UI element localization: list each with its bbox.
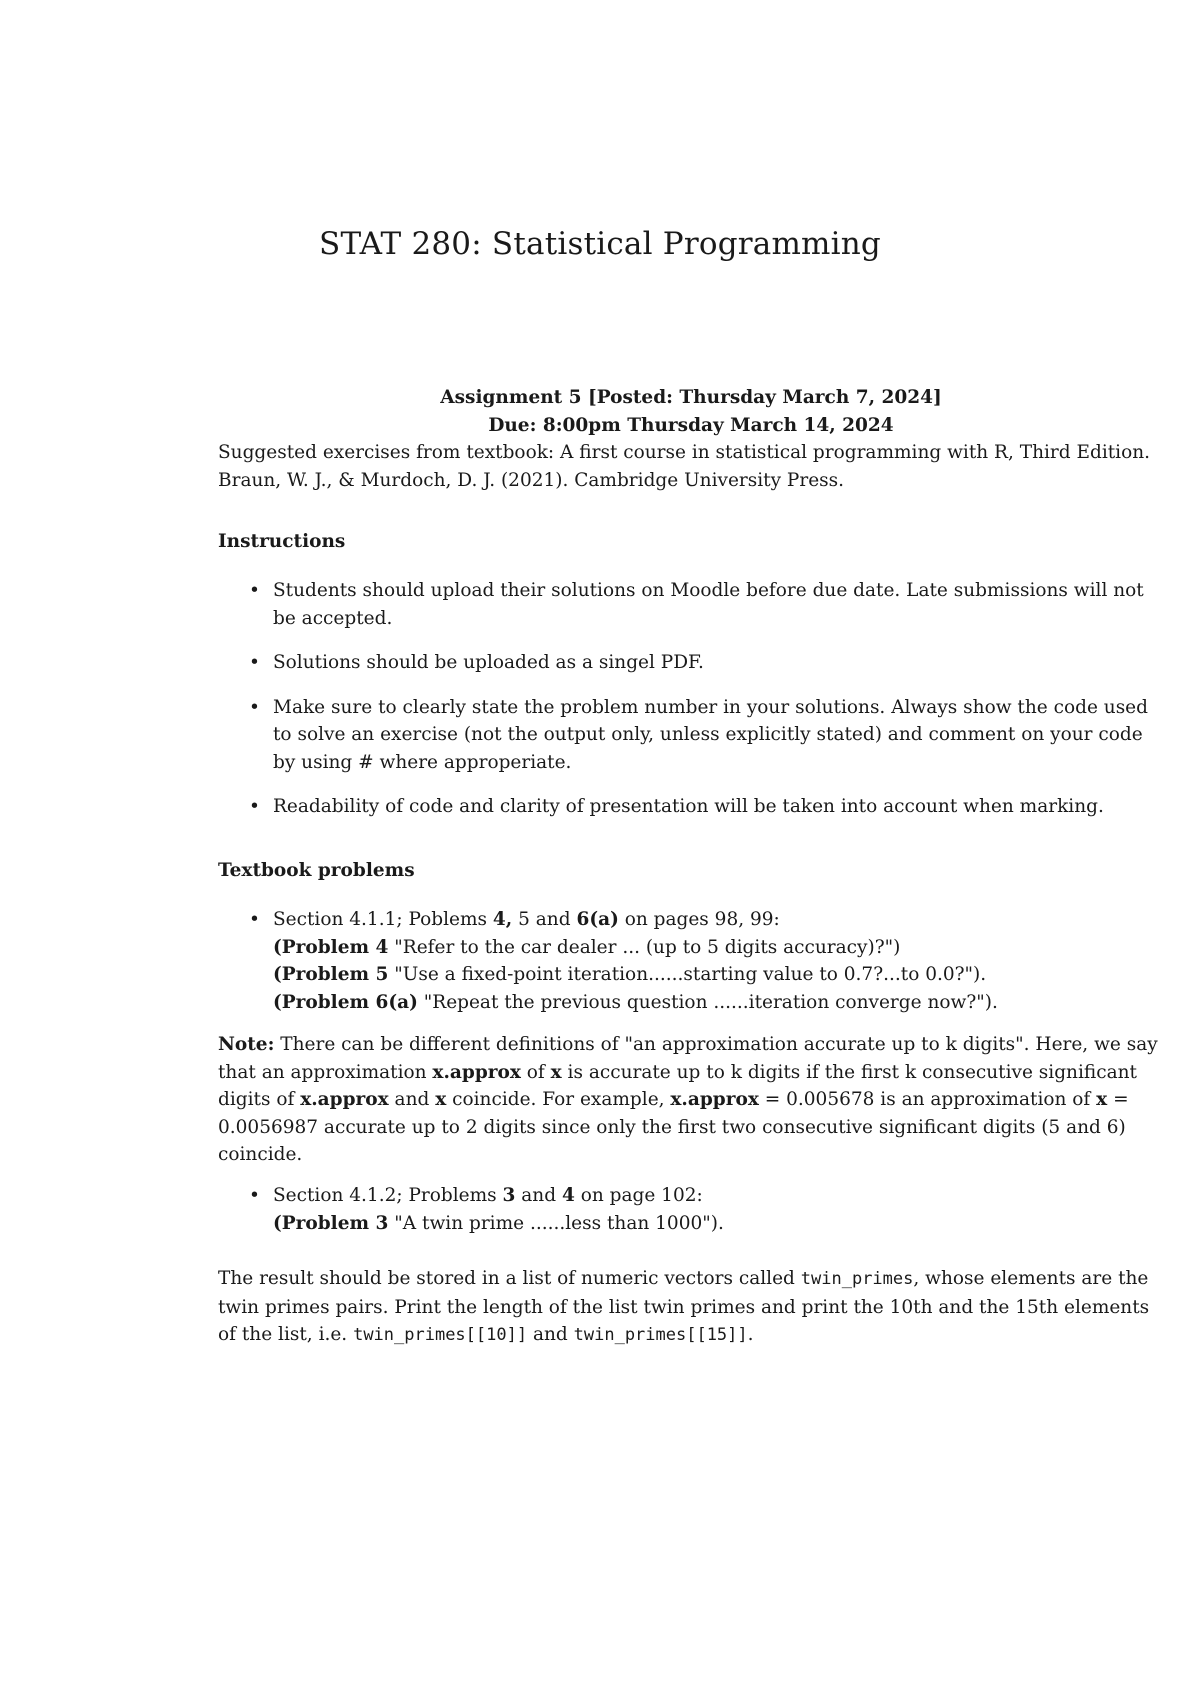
text-span: , whose elements are the twin primes pairs. Print the length of the list twin primes and print the 10th and the 15th elements of the list, i.e.: [218, 1268, 1150, 1345]
list-item: [218, 906, 1164, 1016]
text-span: 5 and: [512, 909, 577, 930]
list-item: [218, 694, 1164, 777]
problem-label: (Problem 4: [273, 936, 389, 958]
problem-label: (Problem 5: [273, 964, 389, 985]
text-span: 4: [561, 1185, 575, 1206]
instruction-text: Solutions should be uploaded as a singel PDF.: [273, 652, 704, 673]
text-span: x: [550, 1061, 562, 1083]
bullet-icon: •: [249, 580, 260, 601]
section-4-1-2-line: [273, 1182, 1164, 1210]
list-item: [218, 793, 1164, 821]
problem-3-line: [273, 1210, 1164, 1238]
list-item: [218, 1182, 1164, 1237]
textbook-problems-list: [218, 906, 1164, 1016]
text-span: Section 4.1.2; Problems: [273, 1185, 503, 1206]
text-span: and: [388, 1089, 436, 1110]
instructions-heading: Instructions: [218, 531, 346, 552]
bullet-icon: •: [249, 796, 260, 817]
textbook-heading: Textbook problems: [218, 860, 415, 881]
note-paragraph: [218, 1031, 1164, 1169]
text-span: and: [515, 1185, 562, 1206]
text-span: on page 102:: [574, 1185, 703, 1206]
text-span: 6(a): [576, 909, 619, 930]
text-span: x.approx: [432, 1061, 521, 1083]
text-span: is accurate up to k digits if the first k consecutive significant digits of: [218, 1061, 1137, 1110]
assignment-header: [218, 384, 1164, 439]
list-item: [218, 577, 1164, 632]
code-span: twin_primes[[10]]: [353, 1325, 528, 1345]
problem-6a-line: [273, 989, 1164, 1017]
problem-text: "Refer to the car dealer ... (up to 5 digits accuracy)?"): [388, 936, 901, 958]
problem-5-line: [273, 961, 1164, 989]
document-title: STAT 280: Statistical Programming: [319, 226, 881, 262]
suggested-exercises: Suggested exercises from textbook: A first course in statistical programming with R, Third Edition. Braun, W. J., & Murdoch, D. J. (2021). Cambridge University Press.: [218, 442, 1151, 491]
text-span: .: [747, 1324, 754, 1345]
problem-text: "Repeat the previous question ......iteration converge now?").: [417, 991, 998, 1013]
problem-label: (Problem 3: [273, 1212, 389, 1234]
bullet-icon: •: [249, 696, 260, 718]
text-span: There can be different definitions of "an approximation accurate up to k digits". Here, we say that an approximation: [218, 1034, 1158, 1083]
assignment-line: Assignment 5 [Posted: Thursday March 7, 2024]: [440, 387, 942, 408]
text-span: x.approx: [300, 1089, 389, 1110]
text-span: x: [1096, 1089, 1108, 1110]
text-span: Section 4.1.1; Poblems: [273, 909, 493, 930]
list-item: [218, 649, 1164, 677]
text-span: The result should be stored in a list of numeric vectors called: [218, 1268, 801, 1289]
text-span: and: [527, 1324, 574, 1345]
due-line: Due: 8:00pm Thursday March 14, 2024: [488, 414, 894, 436]
bullet-icon: •: [249, 1185, 260, 1206]
text-span: of: [520, 1061, 551, 1083]
text-span: x.approx: [670, 1089, 759, 1110]
bullet-icon: •: [249, 652, 260, 673]
text-span: 3: [502, 1185, 516, 1206]
problem-4-line: [273, 934, 1164, 962]
problem-label: (Problem 6(a): [273, 991, 418, 1013]
note-label: Note:: [218, 1034, 275, 1055]
problem-text: "A twin prime ......less than 1000").: [388, 1212, 724, 1234]
instruction-text: Students should upload their solutions on Moodle before due date. Late submissions will not be accepted.: [273, 580, 1144, 629]
text-span: on pages 98, 99:: [618, 909, 780, 930]
code-span: twin_primes: [800, 1269, 914, 1289]
instruction-text: Make sure to clearly state the problem number in your solutions. Always show the code used to solve an exercise (not the output only, unless explicitly stated) and comment on your code by using # where approperiate.: [273, 696, 1148, 773]
textbook-problems-list-2: [218, 1182, 1164, 1237]
problem-text: "Use a fixed-point iteration......starting value to 0.7?...to 0.0?").: [388, 964, 987, 985]
code-span: twin_primes[[15]]: [573, 1325, 748, 1345]
instructions-list: [218, 577, 1164, 838]
result-paragraph: [218, 1265, 1164, 1350]
text-span: coincide. For example,: [446, 1089, 671, 1110]
text-span: x: [435, 1089, 447, 1110]
text-span: = 0.005678 is an approximation of: [758, 1089, 1097, 1110]
instruction-text: Readability of code and clarity of presentation will be taken into account when marking.: [273, 796, 1104, 817]
text-span: 4,: [492, 909, 513, 930]
section-4-1-1-line: [273, 906, 1164, 934]
bullet-icon: •: [249, 909, 260, 930]
text-span: = 0.0056987 accurate up to 2 digits since only the first two consecutive significant digits (5 and 6) coincide.: [218, 1089, 1129, 1165]
